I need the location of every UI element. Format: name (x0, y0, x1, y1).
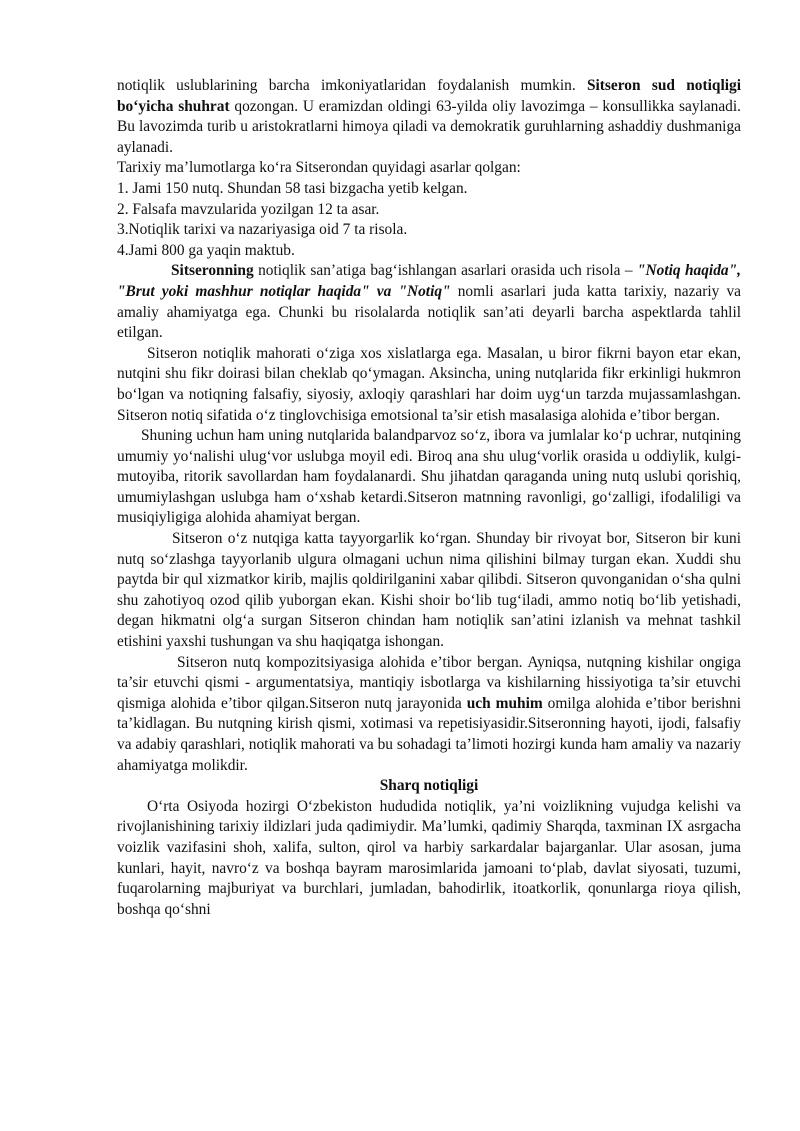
p7-text-a: Sitseron nutq kompozitsiyasiga alohida e’tibor bergan. Ayniqsa, nutqning kishilar ongiga ta’sir etuvchi qismi - argumentatsiya, mantiqiy isbotlarga va kishilarning hissiyotiga ta’sir etuvchi qismiga alohida e’tibor qilgan.Sitseron nutq jarayonida (117, 653, 741, 712)
list-item: 1. Jami 150 nutq. Shundan 58 tasi bizgacha yetib kelgan. (117, 179, 468, 197)
p1-text-c: qozongan. U eramizdan oldingi 63-yilda oliy lavozimga – konsullikka saylanadi. Bu lavozimda turib u aristokratlarni himoya qiladi va demokratik guruhlarning ashaddiy dushmaniga aylanadi. (117, 97, 741, 156)
paragraph-1 (117, 76, 741, 158)
section-heading: Sharq notiqligi (379, 777, 479, 795)
paragraph-3 (117, 261, 741, 343)
p7-bold-text: uch muhim (466, 694, 543, 712)
p3-text-b: notiqlik san’atiga bag‘ishlangan asarlari orasida uch risola – (253, 262, 637, 280)
list-item: 4.Jami 800 ga yaqin maktub. (117, 241, 295, 259)
paragraph-8: O‘rta Osiyoda hozirgi O‘zbekiston hududida notiqlik, ya’ni voizlikning vujudga kelishi va rivojlanishining tarixiy ildizlari juda qadimiydir. Ma’lumki, qadimiy Sharqda, taxminan IX asrgacha voizlik vazifasini shoh, xalifa, sulton, qirol va harbiy sarkardalar bajarganlar. Ular asosan, juma kunlari, hayit, navro‘z va boshqa bayram marosimlarida jamoani to‘plab, davlat siyosati, tuzumi, fuqarolarning majburiyat va burchlari, jumladan, bahodirlik, itoatkorlik, qonunlarga rioya qilish, boshqa qo‘shni (117, 797, 741, 918)
paragraph-6: Sitseron o‘z nutqiga katta tayyorgarlik ko‘rgan. Shunday bir rivoyat bor, Sitseron bir kuni nutq so‘zlashga tayyorlanib ulgura olmagani uchun nima qilishini bilmay turgan ekan. Xuddi shu paytda bir qul xizmatkor kirib, majlis qoldirilganini xabar qilibdi. Sitseron quvonganidan o‘sha qulni shu zahotiyoq ozod qilib yuborgan ekan. Kishi shoir bo‘lib tug‘iladi, ammo notiq bo‘lib yetishadi, degan hikmatni olg‘a surgan Sitseron chindan ham notiqlik san’atini izlanish va mehnat tashkil etishini yaxshi tushungan va shu haqiqatga ishongan. (117, 530, 741, 651)
p1-text-a: notiqlik uslublarining barcha imkoniyatlaridan foydalanish mumkin. (117, 77, 587, 94)
p3-works-titles: "Notiq haqida", "Brut yoki mashhur notiqlar haqida" va "Notiq" (117, 262, 741, 300)
document-body (117, 76, 741, 920)
paragraph-4: Sitseron notiqlik mahorati o‘ziga xos xislatlarga ega. Masalan, u biror fikrni bayon etar ekan, nutqini shu fikr doirasi bilan cheklab qo‘ymagan. Aksincha, uning nutqlarida fikr erkinligi hukmron bo‘lgan va notiqning falsafiy, siyosiy, axloqiy qarashlari har doim uyg‘un tarzda mujassamlashgan. Sitseron notiq sifatida o‘z tinglovchisiga emotsional ta’sir etish masalasiga alohida e’tibor bergan. (117, 344, 741, 424)
p7-text-c: omilga alohida e’tibor berishni ta’kidlagan. Bu nutqning kirish qismi, xotimasi va repetisiyasidir.Sitseronning hayoti, ijodi, falsafiy va adabiy qarashlari, notiqlik mahorati va bu sohadagi ta’limoti hozirgi kunda ham amaliy va nazariy ahamiyatga molikdir. (117, 694, 741, 774)
paragraph-2: Tarixiy ma’lumotlarga ko‘ra Sitserondan quyidagi asarlar qolgan: (117, 159, 521, 177)
paragraph-5: Shuning uchun ham uning nutqlarida balandparvoz so‘z, ibora va jumlalar ko‘p uchrar, nutqining umumiy yo‘nalishi ulug‘vor uslubga moyil edi. Biroq ana shu ulug‘vorlik orasida u oddiylik, kulgi-mutoyiba, ritorik savollardan ham foydalanardi. Shu jihatdan qaraganda uning nutq uslubi qorishiq, umumiylashgan uslubga ham o‘xshab ketardi.Sitseron matnning ravonligi, go‘zalligi, ifodaliligi va musiqiyligiga alohida ahamiyat bergan. (117, 427, 741, 527)
p3-bold-name: Sitseronning (171, 262, 254, 280)
p3-text-d: nomli asarlari juda katta tarixiy, nazariy va amaliy ahamiyatga ega. Chunki bu risolalarda notiqlik san’ati deyarli barcha aspektlarda tahlil etilgan. (117, 282, 742, 342)
list-item: 3.Notiqlik tarixi va nazariyasiga oid 7 ta risola. (117, 221, 408, 239)
paragraph-7 (117, 653, 741, 777)
p1-bold-text: Sitseron sud notiqligi bo‘yicha shuhrat (117, 77, 741, 115)
list-item: 2. Falsafa mavzularida yozilgan 12 ta asar. (117, 200, 380, 218)
